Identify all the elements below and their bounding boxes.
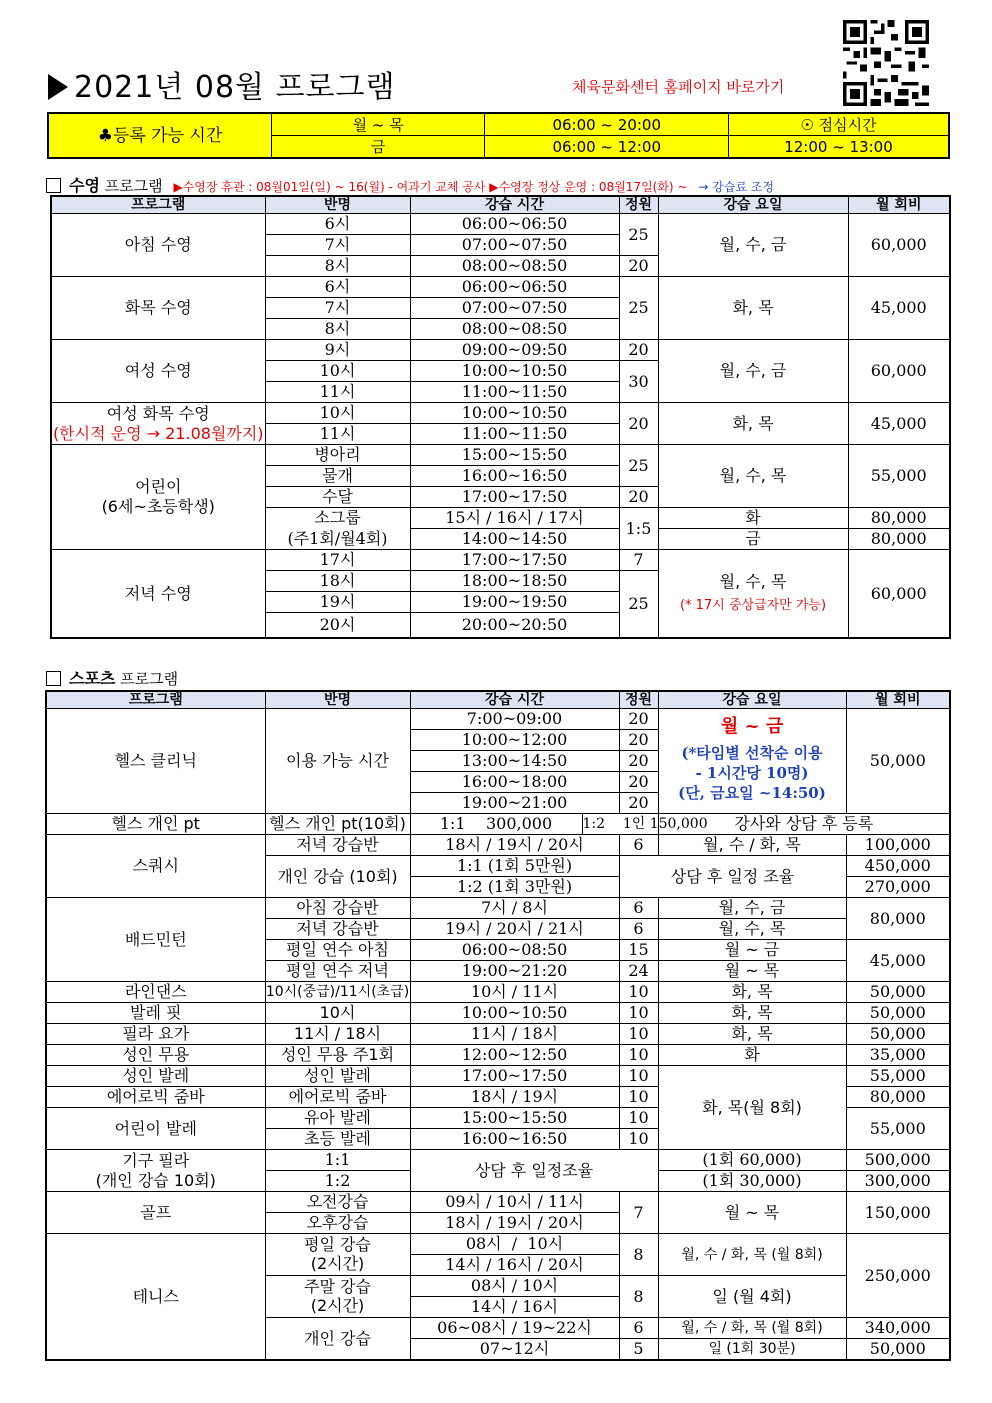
monthly-fee: 50,000 [846, 982, 950, 1003]
class-days: 월 ~ 목 [658, 961, 846, 982]
table-row [46, 814, 950, 835]
swim-program-table [50, 195, 951, 639]
page-title [48, 62, 395, 106]
program-name: 헬스 개인 pt [46, 814, 265, 835]
lunch-label: ☉ 점심시간 [728, 113, 949, 136]
class-name: 18시 [265, 571, 410, 592]
program-name: 에어로빅 줌바 [46, 1087, 265, 1108]
program-name-sub: (개인 강습 10회) [95, 1170, 216, 1190]
class-time: 19:00~21:20 [410, 961, 619, 982]
class-time: 18:00~18:50 [410, 571, 619, 592]
class-time: 16:00~16:50 [410, 466, 619, 487]
monthly-fee: 45,000 [848, 277, 950, 340]
class-days: 금 [658, 529, 848, 550]
capacity: 15 [619, 940, 658, 961]
class-time: 18시 / 19시 [410, 1087, 619, 1108]
capacity: 8 [619, 1234, 658, 1276]
class-days: 일 (월 4회) [658, 1276, 846, 1318]
class-time: 15:00~15:50 [410, 445, 619, 466]
class-days [658, 550, 848, 639]
class-name: 1:1 [265, 1150, 410, 1171]
table-row [46, 835, 950, 856]
monthly-fee: 60,000 [848, 550, 950, 639]
capacity: 20 [619, 730, 658, 751]
table-row [51, 550, 950, 571]
monthly-fee: 50,000 [846, 1003, 950, 1024]
class-time: 7시 / 8시 [410, 898, 619, 919]
class-name: 저녁 강습반 [265, 835, 410, 856]
class-time: 06:00~08:50 [410, 940, 619, 961]
class-name: 17시 [265, 550, 410, 571]
health-note-1: (*타임별 선착순 이용 [681, 744, 823, 762]
class-name: 10시(중급)/11시(초급) [265, 982, 410, 1003]
temporary-note: (한시적 운영 → 21.08월까지) [52, 423, 264, 443]
class-name: 6시 [265, 214, 410, 235]
class-time: 08시 / 10시 [410, 1276, 619, 1297]
program-name: 성인 무용 [46, 1045, 265, 1066]
triangle-icon [48, 74, 68, 100]
monthly-fee: 50,000 [846, 1339, 950, 1361]
monthly-fee: 45,000 [848, 403, 950, 445]
class-time: 7:00~09:00 [410, 709, 619, 730]
monthly-fee: 80,000 [846, 898, 950, 940]
class-name: 평일 연수 저녁 [265, 961, 410, 982]
class-name: 오후강습 [265, 1213, 410, 1234]
class-days: 월, 수 / 화, 목 (월 8회) [658, 1318, 846, 1339]
class-name: 10시 [265, 1003, 410, 1024]
class-days: 월, 수, 금 [658, 214, 848, 277]
capacity: 30 [619, 361, 658, 403]
program-name: 필라 요가 [46, 1024, 265, 1045]
program-name-text: 여성 화목 수영 [106, 403, 210, 423]
class-time: 09시 / 10시 / 11시 [410, 1192, 619, 1213]
hours-time-2: 06:00 ~ 12:00 [485, 136, 729, 159]
class-time: 15시 / 16시 / 17시 [410, 508, 619, 529]
capacity: 20 [619, 709, 658, 730]
sports-section-heading [46, 666, 178, 689]
class-time: 07:00~07:50 [410, 235, 619, 256]
table-row [46, 982, 950, 1003]
class-name: 아침 강습반 [265, 898, 410, 919]
table-row [46, 898, 950, 919]
class-days: 월 ~ 목 [658, 1192, 846, 1234]
class-days: 월, 수 / 화, 목 [658, 835, 846, 856]
program-name [51, 445, 265, 550]
capacity: 10 [619, 982, 658, 1003]
class-name-sub: (2시간) [310, 1254, 365, 1273]
class-name-text: 주말 강습 [304, 1277, 371, 1296]
class-days: 화, 목 [658, 982, 846, 1003]
monthly-fee: 50,000 [846, 709, 950, 814]
class-name: 1:2 [265, 1171, 410, 1192]
hours-label: ♣등록 가능 시간 [48, 113, 271, 158]
class-time: 09:00~09:50 [410, 340, 619, 361]
monthly-fee: 45,000 [846, 940, 950, 982]
pt-option-1: 1:1 300,000 [410, 814, 582, 835]
table-row [51, 340, 950, 361]
capacity: 25 [619, 445, 658, 487]
sports-program-table [45, 690, 951, 1361]
program-name-text: 기구 필라 [122, 1150, 190, 1170]
table-row [46, 1234, 950, 1255]
capacity: 25 [619, 214, 658, 256]
col-fee: 월 회비 [846, 691, 950, 709]
table-row [51, 214, 950, 235]
table-row [46, 1066, 950, 1087]
class-name: 19시 [265, 592, 410, 613]
program-name: 라인댄스 [46, 982, 265, 1003]
class-name: 이용 가능 시간 [265, 709, 410, 814]
class-days [658, 709, 846, 814]
monthly-fee: 80,000 [846, 1087, 950, 1108]
class-name [265, 1276, 410, 1318]
class-name: 11시 [265, 382, 410, 403]
class-name: 성인 무용 주1회 [265, 1045, 410, 1066]
class-time: 08:00~08:50 [410, 319, 619, 340]
swim-section-heading [46, 173, 774, 196]
table-row [46, 1024, 950, 1045]
class-name: 물개 [265, 466, 410, 487]
capacity: 10 [619, 1045, 658, 1066]
monthly-fee: 55,000 [848, 445, 950, 508]
program-name [46, 1150, 265, 1192]
capacity: 20 [619, 256, 658, 277]
class-name: 에어로빅 줌바 [265, 1087, 410, 1108]
col-class: 반명 [265, 691, 410, 709]
class-days: 화 [658, 1045, 846, 1066]
capacity: 7 [619, 1192, 658, 1234]
monthly-fee: 150,000 [846, 1192, 950, 1234]
col-days: 강습 요일 [658, 196, 848, 214]
class-days: 월, 수 / 화, 목 (월 8회) [658, 1234, 846, 1276]
swim-closure-notice: ▶수영장 휴관 : 08월01일(일) ~ 16(월) - 여과기 교체 공사 ▶수영장 정상 운영 : 08월17일(화) ~ [173, 180, 688, 194]
class-time: 17:00~17:50 [410, 550, 619, 571]
class-days: 화, 목 [658, 1024, 846, 1045]
registration-hours-table [47, 112, 950, 159]
col-program: 프로그램 [46, 691, 265, 709]
class-time: 16:00~16:50 [410, 1129, 619, 1150]
class-name: 10시 [265, 361, 410, 382]
health-note-3: (단, 금요일 ~14:50) [678, 784, 826, 802]
monthly-fee: 60,000 [848, 340, 950, 403]
class-days: 화, 목(월 8회) [658, 1066, 846, 1150]
class-name: 초등 발레 [265, 1129, 410, 1150]
class-time: 06~08시 / 19~22시 [410, 1318, 619, 1339]
swim-section-label: 수영 [69, 176, 100, 195]
monthly-fee: 450,000 [846, 856, 950, 877]
program-name: 테니스 [46, 1234, 265, 1361]
class-name: 6시 [265, 277, 410, 298]
program-name: 여성 수영 [51, 340, 265, 403]
class-time: 16:00~18:00 [410, 772, 619, 793]
class-days: 화, 목 [658, 403, 848, 445]
class-time: 10:00~10:50 [410, 403, 619, 424]
capacity: 20 [619, 340, 658, 361]
class-days: 월, 수, 목 [658, 919, 846, 940]
class-days: 상담 후 일정 조율 [619, 856, 846, 898]
capacity: 24 [619, 961, 658, 982]
class-name: 7시 [265, 298, 410, 319]
monthly-fee: 300,000 [846, 1171, 950, 1192]
class-time: 18시 / 19시 / 20시 [410, 1213, 619, 1234]
col-class: 반명 [265, 196, 410, 214]
capacity: 20 [619, 403, 658, 445]
class-days: 일 (1회 30분) [658, 1339, 846, 1361]
health-days-notes [659, 743, 846, 803]
col-fee: 월 회비 [848, 196, 950, 214]
class-days: 화, 목 [658, 1003, 846, 1024]
class-name: 8시 [265, 319, 410, 340]
class-days: 월, 수, 금 [658, 340, 848, 403]
class-time: 14시 / 16시 / 20시 [410, 1255, 619, 1276]
class-name: 9시 [265, 340, 410, 361]
capacity: 8 [619, 1276, 658, 1318]
homepage-link[interactable]: 체육문화센터 홈페이지 바로가기 [572, 78, 785, 96]
class-time: 06:00~06:50 [410, 214, 619, 235]
class-name: 20시 [265, 613, 410, 639]
class-time: 08시 / 10시 [410, 1234, 619, 1255]
capacity: 5 [619, 1339, 658, 1361]
page-title-text: 2021년 08월 프로그램 [74, 70, 396, 105]
monthly-fee: 80,000 [848, 529, 950, 550]
class-name: 11시 / 18시 [265, 1024, 410, 1045]
class-days: 화, 목 [658, 277, 848, 340]
class-days: (1회 60,000) [658, 1150, 846, 1171]
class-time: 07~12시 [410, 1339, 619, 1361]
program-name: 성인 발레 [46, 1066, 265, 1087]
class-time: 14시 / 16시 [410, 1297, 619, 1318]
class-time: 20:00~20:50 [410, 613, 619, 639]
class-time: 08:00~08:50 [410, 256, 619, 277]
program-name: 저녁 수영 [51, 550, 265, 639]
col-days: 강습 요일 [658, 691, 846, 709]
class-name-sub: (2시간) [310, 1296, 365, 1315]
class-time: 06:00~06:50 [410, 277, 619, 298]
monthly-fee: 55,000 [846, 1066, 950, 1087]
health-note-2: - 1시간당 10명) [695, 764, 809, 782]
monthly-fee: 100,000 [846, 835, 950, 856]
class-time: 13:00~14:50 [410, 751, 619, 772]
class-name: 11시 [265, 424, 410, 445]
col-time: 강습 시간 [410, 196, 619, 214]
class-days: 월 ~ 금 [658, 940, 846, 961]
table-row [51, 277, 950, 298]
sports-section-label2: 프로그램 [120, 670, 179, 688]
class-days-text: 월, 수, 목 [719, 571, 787, 591]
pt-note: 강사와 상담 후 등록 [658, 814, 950, 835]
capacity: 6 [619, 898, 658, 919]
class-name: 유아 발레 [265, 1108, 410, 1129]
capacity: 20 [619, 793, 658, 814]
capacity: 10 [619, 1066, 658, 1087]
capacity: 10 [619, 1129, 658, 1150]
fee-adjust-notice: → 강습료 조정 [698, 180, 774, 194]
class-time: 10:00~10:50 [410, 1003, 619, 1024]
program-name: 스쿼시 [46, 835, 265, 898]
class-name: 평일 연수 아침 [265, 940, 410, 961]
program-name: 화목 수영 [51, 277, 265, 340]
class-time: 1:1 (1회 5만원) [410, 856, 619, 877]
program-name: 배드민턴 [46, 898, 265, 982]
col-capacity: 정원 [619, 691, 658, 709]
health-days: 월 ~ 금 [720, 716, 784, 737]
class-name: 병아리 [265, 445, 410, 466]
qr-code-icon[interactable] [836, 20, 936, 106]
program-name-text: 어린이 [135, 477, 182, 496]
pt-option-2: 1:2 1인 150,000 [582, 814, 658, 835]
capacity: 6 [619, 835, 658, 856]
capacity: 20 [619, 751, 658, 772]
class-time: 11:00~11:50 [410, 424, 619, 445]
class-name: 7시 [265, 235, 410, 256]
class-time: 17:00~17:50 [410, 1066, 619, 1087]
monthly-fee: 250,000 [846, 1234, 950, 1318]
class-time: 19시 / 20시 / 21시 [410, 919, 619, 940]
class-name: 헬스 개인 pt(10회) [265, 814, 410, 835]
class-name: 수달 [265, 487, 410, 508]
program-name [51, 403, 265, 445]
class-time: 15:00~15:50 [410, 1108, 619, 1129]
class-name [265, 1234, 410, 1276]
lunch-time: 12:00 ~ 13:00 [728, 136, 949, 159]
class-name: 개인 강습 [265, 1318, 410, 1361]
monthly-fee: 60,000 [848, 214, 950, 277]
monthly-fee: 500,000 [846, 1150, 950, 1171]
capacity: 20 [619, 487, 658, 508]
monthly-fee: 80,000 [848, 508, 950, 529]
class-time: 18시 / 19시 / 20시 [410, 835, 619, 856]
capacity: 10 [619, 1087, 658, 1108]
program-name: 헬스 클리닉 [46, 709, 265, 814]
program-name: 골프 [46, 1192, 265, 1234]
class-name: 개인 강습 (10회) [265, 856, 410, 898]
table-row [46, 1192, 950, 1213]
class-name-text: 소그룹 [314, 508, 361, 527]
monthly-fee: 55,000 [846, 1108, 950, 1150]
swim-section-label2: 프로그램 [104, 177, 163, 195]
hours-days-1: 월 ~ 목 [271, 113, 484, 136]
capacity: 25 [619, 277, 658, 340]
capacity: 1:5 [619, 508, 658, 550]
class-time: 17:00~17:50 [410, 487, 619, 508]
class-name: 저녁 강습반 [265, 919, 410, 940]
class-days: 월, 수, 금 [658, 898, 846, 919]
table-row [51, 445, 950, 466]
capacity: 10 [619, 1003, 658, 1024]
class-name: 성인 발레 [265, 1066, 410, 1087]
class-time: 19:00~21:00 [410, 793, 619, 814]
class-time: 12:00~12:50 [410, 1045, 619, 1066]
program-name: 아침 수영 [51, 214, 265, 277]
class-time: 19:00~19:50 [410, 592, 619, 613]
class-time: 07:00~07:50 [410, 298, 619, 319]
class-name-text: 평일 강습 [304, 1235, 371, 1254]
class-time: 10:00~10:50 [410, 361, 619, 382]
capacity: 20 [619, 772, 658, 793]
class-name-sub: (주1회/월4회) [287, 529, 388, 548]
class-days: 월, 수, 목 [658, 445, 848, 508]
program-name: 어린이 발레 [46, 1108, 265, 1150]
hours-days-2: 금 [271, 136, 484, 159]
program-name-sub: (6세~초등학생) [101, 497, 215, 516]
class-name: 10시 [265, 403, 410, 424]
checkbox-icon [46, 178, 61, 193]
capacity: 10 [619, 1024, 658, 1045]
checkbox-icon [46, 671, 61, 686]
table-row [51, 403, 950, 424]
class-name: 8시 [265, 256, 410, 277]
program-name: 발레 핏 [46, 1003, 265, 1024]
hours-time-1: 06:00 ~ 20:00 [485, 113, 729, 136]
monthly-fee: 340,000 [846, 1318, 950, 1339]
class-days: (1회 30,000) [658, 1171, 846, 1192]
class-time: 상담 후 일정조율 [410, 1150, 658, 1192]
table-row [46, 1150, 950, 1171]
table-row [46, 1003, 950, 1024]
table-row [46, 709, 950, 730]
capacity: 6 [619, 919, 658, 940]
capacity: 10 [619, 1108, 658, 1129]
monthly-fee: 50,000 [846, 1024, 950, 1045]
class-time: 14:00~14:50 [410, 529, 619, 550]
capacity: 25 [619, 571, 658, 639]
class-time: 11시 / 18시 [410, 1024, 619, 1045]
table-row [46, 1045, 950, 1066]
monthly-fee: 35,000 [846, 1045, 950, 1066]
class-time: 11:00~11:50 [410, 382, 619, 403]
sports-section-label: 스포츠 [69, 669, 116, 688]
class-name [265, 508, 410, 550]
monthly-fee: 270,000 [846, 877, 950, 898]
col-program: 프로그램 [51, 196, 265, 214]
col-capacity: 정원 [619, 196, 658, 214]
capacity: 6 [619, 1318, 658, 1339]
col-time: 강습 시간 [410, 691, 619, 709]
class-time: 1:2 (1회 3만원) [410, 877, 619, 898]
class-name: 오전강습 [265, 1192, 410, 1213]
class-time: 10시 / 11시 [410, 982, 619, 1003]
evening-note: (* 17시 중상급자만 가능) [679, 597, 827, 613]
capacity: 7 [619, 550, 658, 571]
class-days: 화 [658, 508, 848, 529]
class-time: 10:00~12:00 [410, 730, 619, 751]
